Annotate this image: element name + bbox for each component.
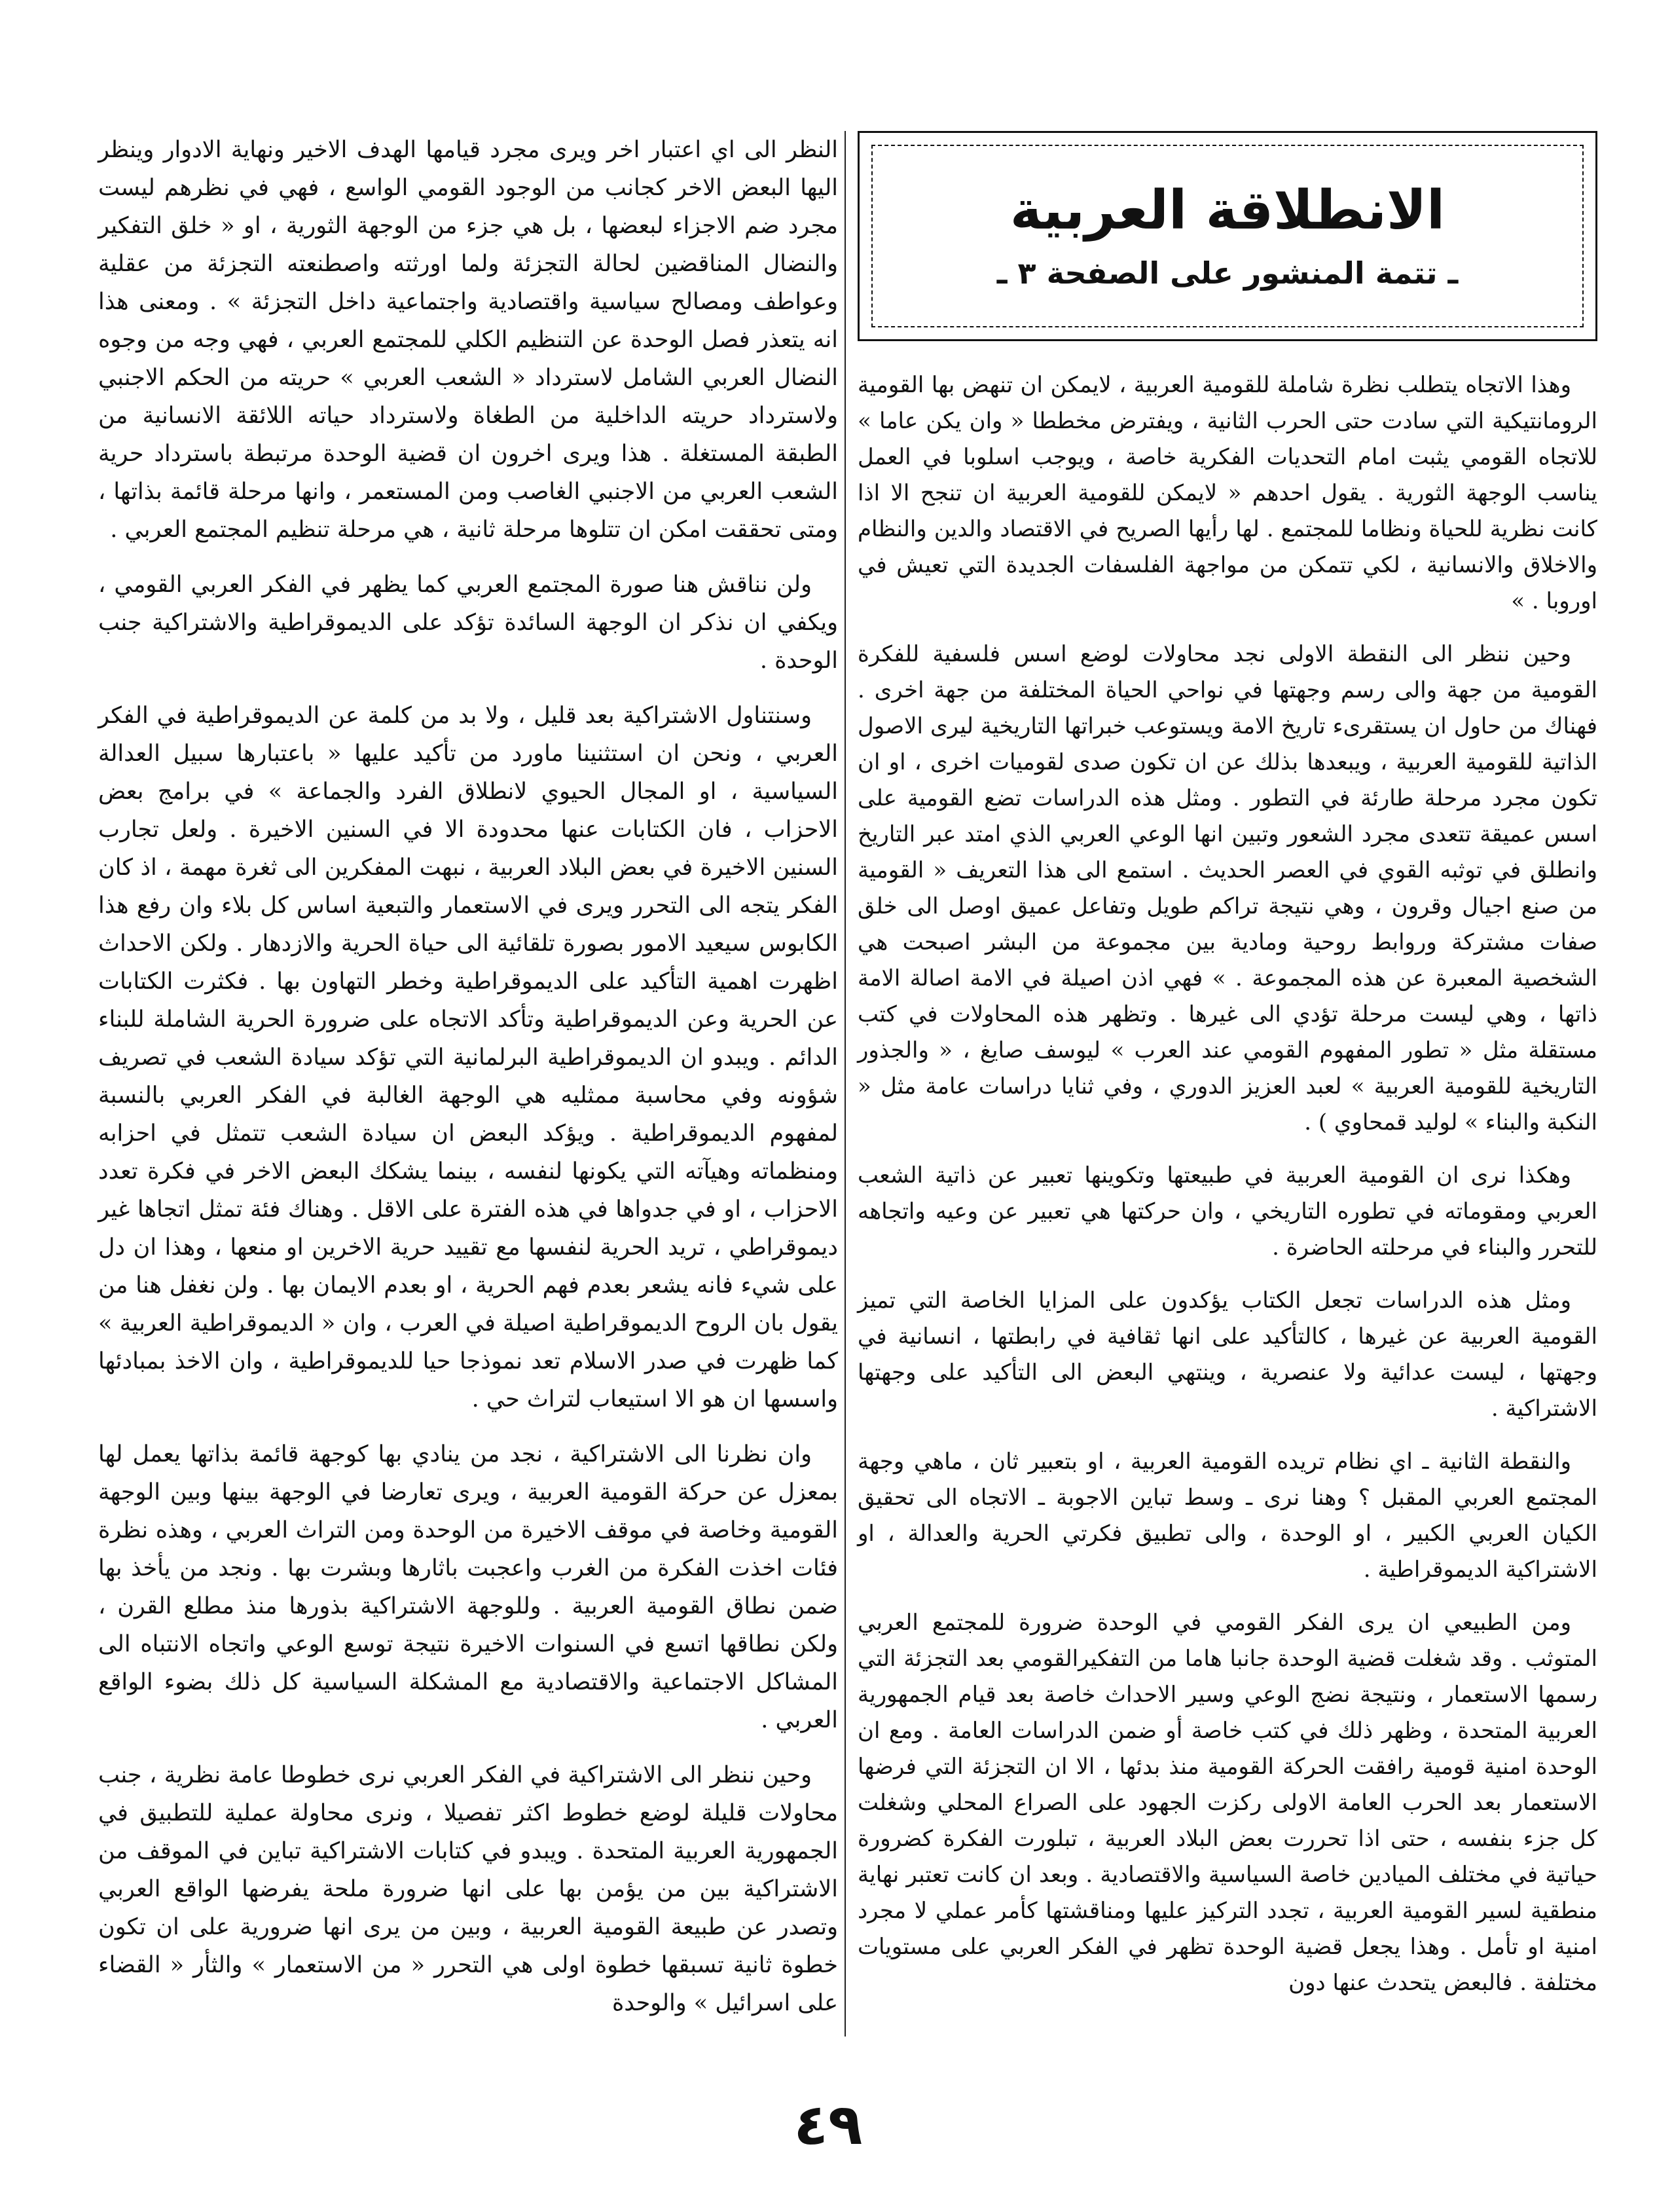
paragraph: وان نظرنا الى الاشتراكية ، نجد من ينادي بها كوجهة قائمة بذاتها يعمل لها بمعزل عن حركة القومية العربية ، ويرى تعارضا في الوجهة بينها وبين الوجهة القومية وخاصة في موقف الاخيرة من الوحدة ومن التراث العربي ، وهذه نظرة فئات اخذت الفكرة من الغرب واعجبت باثارها وبشرت بها . ونجد من يأخذ بها ضمن نطاق القومية العربية . وللوجهة الاشتراكية بذورها منذ مطلع القرن ، ولكن نطاقها اتسع في السنوات الاخيرة نتيجة توسع الوعي واتجاه الانتباه الى المشاكل الاجتماعية والاقتصادية مع المشكلة السياسية كل ذلك بضوء الواقع العربي .: [98, 1441, 838, 1733]
paragraph: وهذا الاتجاه يتطلب نظرة شاملة للقومية العربية ، لايمكن ان تنهض بها القومية الرومانتيكية التي سادت حتى الحرب الثانية ، ويفترض مخططا « وان يكن عاما » للاتجاه القومي يثبت امام التحديات الفكرية خاصة ، ويوجب اسلوبا في العمل يناسب الوجهة الثورية . يقول احدهم « لايمكن للقومية العربية ان تنجح الا اذا كانت نظرية للحياة ونظاما للمجتمع . لها رأيها الصريح في الاقتصاد والدين والنظام والاخلاق والانسانية ، لكي تتمكن من مواجهة الفلسفات الجديدة التي تعيش في اوروبا . »: [858, 372, 1597, 614]
paragraph: وهكذا نرى ان القومية العربية في طبيعتها وتكوينها تعبير عن ذاتية الشعب العربي ومقوماته في تطوره التاريخي ، وان حركتها هي تعبير عن وعيه واتجاهه للتحرر والبناء في مرحلته الحاضرة .: [858, 1162, 1597, 1261]
paragraph: ومن الطبيعي ان يرى الفكر القومي في الوحدة ضرورة للمجتمع العربي المتوثب . وقد شغلت قضية الوحدة جانبا هاما من التفكيرالقومي بعد التجزئة التي رسمها الاستعمار ، ونتيجة نضج الوعي وسير الاحداث خاصة بعد قيام الجمهورية العربية المتحدة ، وظهر ذلك في كتب خاصة أو ضمن الدراسات العامة . ومع ان الوحدة امنية قومية رافقت الحركة القومية منذ بدئها ، الا ان التجزئة التي فرضها الاستعمار بعد الحرب العامة الاولى ركزت الجهود على الصراع المحلي وشغلت كل جزء بنفسه ، حتى اذا تحررت بعض البلاد العربية ، تبلورت الفكرة كضرورة حياتية في مختلف الميادين خاصة السياسية والاقتصادية . وبعد ان كانت تعتبر نهاية منطقية لسير القومية العربية ، تجدد التركيز عليها ومناقشتها كأمر عملي لا مجرد امنية او تأمل . وهذا يجعل قضية الوحدة تظهر في الفكر العربي على مستويات مختلفة . فالبعض يتحدث عنها دون: [858, 1610, 1597, 1996]
paragraph: وحين ننظر الى النقطة الاولى نجد محاولات لوضع اسس فلسفية للفكرة القومية من جهة والى رسم وجهتها في نواحي الحياة المختلفة من جهة اخرى . فهناك من حاول ان يستقرىء تاريخ الامة ويستوعب خبراتها التاريخية ليرى الاصول الذاتية للقومية العربية ، ويبعدها بذلك عن ان تكون صدى لقوميات اخرى ، او ان تكون مجرد مرحلة طارئة في التطور . ومثل هذه الدراسات تضع القومية على اسس عميقة تتعدى مجرد الشعور وتبين انها الوعي العربي الذي امتد عبر التاريخ وانطلق في توثبه القوي في العصر الحديث . استمع الى هذا التعريف « القومية من صنع اجيال وقرون ، وهي نتيجة تراكم طويل وتفاعل عميق اوصل الى خلق صفات مشتركة وروابط روحية ومادية بين مجموعة من البشر اصبحت هي الشخصية المعبرة عن هذه المجموعة . » فهي اذن اصيلة في الامة اصالة الامة ذاتها ، وهي ليست مرحلة تؤدي الى غيرها . وتظهر هذه المحاولات في كتب مستقلة مثل « تطور المفهوم القومي عند العرب » ليوسف صايغ ، « والجذور التاريخية للقومية العربية » لعبد العزيز الدوري ، وفي ثنايا دراسات عامة مثل « النكبة والبناء » لوليد قمحاوي ) .: [858, 641, 1597, 1135]
paragraph: وحين ننظر الى الاشتراكية في الفكر العربي نرى خطوطا عامة نظرية ، جنب محاولات قليلة لوضع خطوط اكثر تفصيلا ، ونرى محاولة عملية للتطبيق في الجمهورية العربية المتحدة . ويبدو في كتابات الاشتراكية تباين في الموقف من الاشتراكية بين من يؤمن بها على انها ضرورة ملحة يفرضها الواقع العربي وتصدر عن طبيعة القومية العربية ، وبين من يرى انها ضرورية على ان تكون خطوة ثانية تسبقها خطوة اولى هي التحرر « من الاستعمار » والثأر « القضاء على اسرائيل » والوحدة: [98, 1762, 838, 2016]
paragraph: النظر الى اي اعتبار اخر ويرى مجرد قيامها الهدف الاخير ونهاية الادوار وينظر اليها البعض الاخر كجانب من الوجود القومي الواسع ، فهي في نظرهم ليست مجرد ضم الاجزاء لبعضها ، بل هي جزء من الوجهة الثورية ، او « خلق التفكير والنضال المناقضين لحالة التجزئة ولما اورثته واصطنعته التجزئة من عقلية وعواطف ومصالح سياسية واقتصادية واجتماعية داخل التجزئة » . ومعنى هذا انه يتعذر فصل الوحدة عن التنظيم الكلي للمجتمع العربي ، فهي وجه من وجوه النضال العربي الشامل لاسترداد « الشعب العربي » حريته من الحكم الاجنبي ولاسترداد حريته الداخلية من الطغاة ولاسترداد حياته اللائقة الانسانية من الطبقة المستغلة . هذا ويرى اخرون ان قضية الوحدة مرتبطة باسترداد حرية الشعب العربي من الاجنبي الغاصب ومن المستعمر ، وانها مرحلة قائمة بذاتها ، ومتى تحققت امكن ان تتلوها مرحلة ثانية ، هي مرحلة تنظيم المجتمع العربي .: [98, 137, 838, 543]
article-continuation-note: ـ تتمة المنشور على الصفحة ٣ ـ: [996, 255, 1459, 291]
page-number: ٤٩: [793, 2092, 863, 2158]
article-header-frame: [871, 145, 1584, 327]
article-title: الانطلاقة العربية: [1009, 179, 1446, 242]
article-header-box: [858, 131, 1597, 341]
paragraph: ولن نناقش هنا صورة المجتمع العربي كما يظهر في الفكر العربي القومي ، ويكفي ان نذكر ان الوجهة السائدة تؤكد على الديموقراطية والاشتراكية جنب الوحدة .: [98, 572, 838, 674]
paragraph: وسنتناول الاشتراكية بعد قليل ، ولا بد من كلمة عن الديموقراطية في الفكر العربي ، ونحن ان استثنينا ماورد من تأكيد عليها « باعتبارها سبيل العدالة السياسية ، او المجال الحيوي لانطلاق الفرد والجماعة » في برامج بعض الاحزاب ، فان الكتابات عنها محدودة الا في السنين الاخيرة . ولعل تجارب السنين الاخيرة في بعض البلاد العربية ، نبهت المفكرين الى ثغرة مهمة ، اذ كان الفكر يتجه الى التحرر ويرى في الاستعمار والتبعية اساس كل بلاء وان رفع هذا الكابوس سيعيد الامور بصورة تلقائية الى حياة الحرية والازدهار . ولكن الاحداث اظهرت اهمية التأكيد على الديموقراطية وخطر التهاون بها . فكثرت الكتابات عن الحرية وعن الديموقراطية وتأكد الاتجاه على ضرورة الحرية الشاملة للبناء الدائم . ويبدو ان الديموقراطية البرلمانية التي تؤكد سيادة الشعب في تصريف شؤونه وفي محاسبة ممثليه هي الوجهة الغالبة في الفكر العربي بالنسبة لمفهوم الديموقراطية . ويؤكد البعض ان سيادة الشعب تتمثل في احزابه ومنظماته وهيآته التي يكونها لنفسه ، بينما يشكك البعض الاخر في فكرة تعدد الاحزاب ، او في جدواها في هذه الفترة على الاقل . وهناك فئة تمثل اتجاها غير ديموقراطي ، تريد الحرية لنفسها مع تقييد حرية الاخرين او منعها ، وهذا ان دل على شيء فانه يشعر بعدم فهم الحرية ، او بعدم الايمان بها . ولن نغفل هنا من يقول بان الروح الديموقراطية اصيلة في العرب ، وان « الديموقراطية العربية » كما ظهرت في صدر الاسلام تعد نموذجا حيا للديموقراطية ، وان الاخذ بمبادئها واسسها ان هو الا استيعاب لتراث حي .: [98, 703, 838, 1412]
right-column: [858, 131, 1597, 2018]
column-divider: [845, 131, 846, 2037]
paragraph: والنقطة الثانية ـ اي نظام تريده القومية العربية ، او بتعبير ثان ، ماهي وجهة المجتمع العربي المقبل ؟ وهنا نرى ـ وسط تباين الاجوبة ـ الاتجاه الى تحقيق الكيان العربي الكبير ، او الوحدة ، والى تطبيق فكرتي الحرية والعدالة ، او الاشتراكية الديموقراطية .: [858, 1448, 1598, 1583]
paragraph: ومثل هذه الدراسات تجعل الكتاب يؤكدون على المزايا الخاصة التي تميز القومية العربية عن غيرها ، كالتأكيد على انها ثقافية في رابطتها ، انسانية في وجهتها ، ليست عدائية ولا عنصرية ، وينتهي البعض الى التأكيد على وجهتها الاشتراكية .: [858, 1287, 1597, 1422]
left-column: [98, 131, 838, 2039]
